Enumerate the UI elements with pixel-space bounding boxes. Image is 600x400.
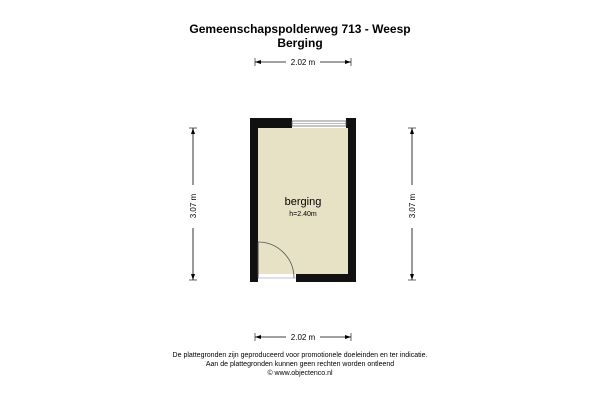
wall-bottom-left [250, 274, 258, 282]
floor-title: Berging [277, 36, 323, 50]
dimension-right [408, 128, 417, 280]
room-height: h=2.40m [289, 211, 317, 218]
dimension-left-label: 3.07 m [189, 193, 198, 219]
dimension-top [255, 58, 351, 67]
wall-right [348, 118, 356, 282]
dimension-left [189, 128, 198, 280]
dimension-top-label: 2.02 m [290, 58, 316, 67]
wall-left [250, 118, 258, 282]
wall-bottom-right [296, 274, 356, 282]
disclaimer-line-1: De plattegronden zijn geproduceerd voor promotionele doeleinden en ter indicatie. [172, 352, 428, 359]
dimension-right-label: 3.07 m [408, 193, 417, 219]
window [292, 121, 346, 126]
dimension-bottom [255, 333, 351, 342]
dimension-bottom-label: 2.02 m [290, 333, 316, 342]
address-title: Gemeenschapspolderweg 713 - Weesp [189, 22, 411, 36]
room-name: berging [284, 196, 322, 208]
disclaimer-line-2: Aan de plattegronden kunnen geen rechten worden ontleend [205, 361, 395, 368]
wall-top-left [250, 118, 292, 128]
copyright-line: © www.objectenco.nl [267, 370, 333, 377]
